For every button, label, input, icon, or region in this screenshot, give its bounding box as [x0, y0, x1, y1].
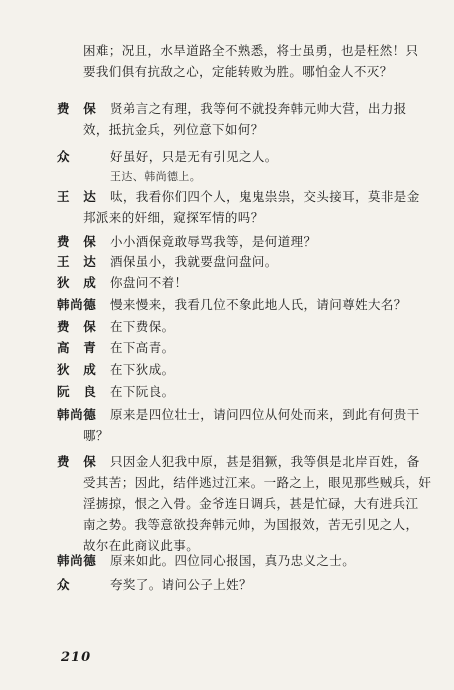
speaker-name: 费 保: [57, 454, 97, 469]
dialogue-line: 受其苦；因此，结伴逃过江来。一路之上，眼见那些贼兵，奸: [83, 475, 432, 490]
dialogue-line: 邦派来的奸细，窥探军情的吗？: [83, 210, 264, 225]
dialogue-line: 酒保虽小，我就要盘问盘问。: [110, 254, 278, 269]
page-number: 210: [61, 650, 92, 665]
dialogue-line: 在下阮良。: [110, 384, 175, 399]
dialogue-line: 夸奖了。请问公子上姓？: [110, 577, 252, 592]
speaker-name: 众: [57, 149, 71, 164]
dialogue-line: 你盘问不着！: [110, 275, 188, 290]
dialogue-line: 呔，我看你们四个人，鬼鬼祟祟，交头接耳，莫非是金: [110, 189, 420, 204]
dialogue-line: 在下狄成。: [110, 362, 175, 377]
dialogue-line: 淫掳掠，恨之入骨。金爷连日调兵，甚是忙碌，大有进兵江: [83, 496, 419, 511]
speaker-name: 狄 成: [57, 275, 97, 290]
dialogue-line: 在下高青。: [110, 340, 175, 355]
speaker-name: 韩尚德: [57, 553, 97, 568]
speaker-name: 高 青: [57, 340, 97, 355]
speaker-name: 费 保: [57, 319, 97, 334]
dialogue-line: 效，抵抗金兵，列位意下如何？: [83, 122, 264, 137]
speaker-name: 费 保: [57, 234, 97, 249]
speaker-name: 韩尚德: [57, 297, 97, 312]
speaker-name: 众: [57, 577, 71, 592]
speaker-name: 韩尚德: [57, 407, 97, 422]
speaker-name: 阮 良: [57, 384, 97, 399]
dialogue-line: 故尔在此商议此事。: [83, 538, 200, 553]
dialogue-line: 贤弟言之有理，我等何不就投奔韩元帅大营，出力报: [110, 101, 407, 116]
dialogue-line: 好虽好，只是无有引见之人。: [110, 149, 278, 164]
dialogue-line: 南之势。我等意欲投奔韩元帅，为国报效，苦无引见之人，: [83, 517, 419, 532]
dialogue-line: 原来是四位壮士，请问四位从何处而来，到此有何贵干: [110, 407, 420, 422]
dialogue-line: 要我们俱有抗敌之心，定能转败为胜。哪怕金人不灭？: [83, 64, 393, 79]
dialogue-line: 哪？: [83, 428, 109, 443]
dialogue-line: 原来如此。四位同心报国，真乃忠义之士。: [110, 553, 356, 568]
speaker-name: 王 达: [57, 254, 97, 269]
dialogue-line: 小小酒保竟敢辱骂我等，是何道理？: [110, 234, 317, 249]
stage-direction: 王达、韩尚德上。: [110, 170, 202, 183]
speaker-name: 王 达: [57, 189, 97, 204]
dialogue-line: 在下费保。: [110, 319, 175, 334]
dialogue-line: 困难；况且，水旱道路全不熟悉，将士虽勇，也是枉然！只: [83, 43, 419, 58]
speaker-name: 费 保: [57, 101, 97, 116]
dialogue-line: 只因金人犯我中原，甚是猖獗，我等俱是北岸百姓，备: [110, 454, 420, 469]
dialogue-line: 慢来慢来，我看几位不象此地人氏，请问尊姓大名？: [110, 297, 407, 312]
speaker-name: 狄 成: [57, 362, 97, 377]
